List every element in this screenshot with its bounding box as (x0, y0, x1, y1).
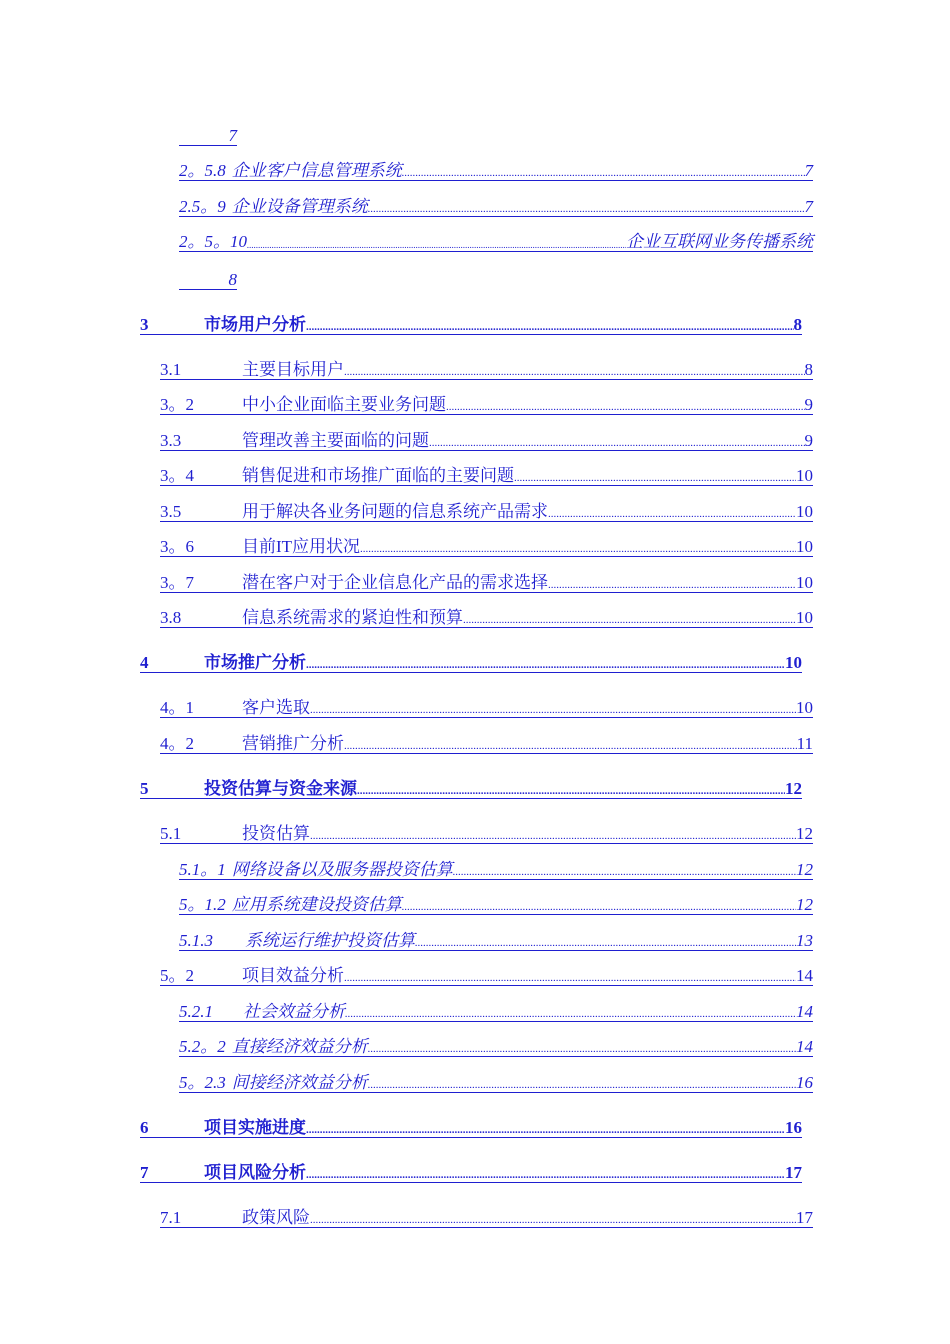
toc-leader-dots (368, 1074, 796, 1093)
toc-leader-dots (514, 467, 796, 486)
toc-entry-4[interactable] (140, 654, 802, 673)
toc-entry-title: 应用系统建设投资估算 (231, 895, 402, 914)
toc-entry-number: 5.1.3 (179, 932, 245, 951)
toc-entry-3-6[interactable] (160, 538, 813, 557)
toc-entry-number: 7 (140, 1164, 204, 1183)
toc-leader-dots (344, 361, 805, 380)
toc-entry-5-2-3[interactable] (179, 1074, 813, 1093)
toc-entry-3-5[interactable] (160, 503, 813, 522)
toc-page-number: 8 (179, 271, 237, 290)
toc-entry-title: 项目实施进度 (204, 1118, 306, 1137)
toc-page-number: 16 (796, 1073, 813, 1092)
toc-leader-dots (415, 932, 796, 951)
toc-entry-number: 7.1 (160, 1209, 242, 1228)
toc-leader-dots (310, 1209, 796, 1228)
toc-page-number: 12 (785, 779, 802, 798)
toc-leader-dots (344, 735, 797, 754)
toc-entry-4-2[interactable] (160, 735, 813, 754)
toc-entry-3-2[interactable] (160, 396, 813, 415)
toc-entry-title: 市场推广分析 (204, 653, 306, 672)
toc-entry-number: 2.5。9 (179, 198, 232, 217)
toc-entry-title: 中小企业面临主要业务问题 (242, 395, 446, 414)
toc-entry-3-4[interactable] (160, 467, 813, 486)
toc-entry-number: 5.1。1 (179, 861, 232, 880)
toc-entry-number: 3.5 (160, 503, 242, 522)
toc-entry-title: 系统运行维护投资估算 (245, 931, 415, 950)
toc-entry-number: 3。4 (160, 467, 242, 486)
toc-page-number: 7 (804, 197, 813, 216)
toc-leader-dots (463, 609, 796, 628)
toc-entry-title: 投资估算 (242, 824, 310, 843)
toc-page-number: 9 (804, 395, 813, 414)
toc-entry-title: 社会效益分析 (243, 1002, 345, 1021)
toc-entry-number: 5 (140, 780, 204, 799)
toc-entry-number: 3 (140, 316, 204, 335)
toc-leader-dots (345, 1003, 796, 1022)
toc-entry-6[interactable] (140, 1119, 802, 1138)
toc-leader-dots (360, 538, 796, 557)
toc-entry-2-5-10[interactable] (179, 233, 813, 252)
toc-entry-title: 用于解决各业务问题的信息系统产品需求 (242, 502, 548, 521)
toc-entry-number: 3.1 (160, 361, 242, 380)
toc-entry-3-3[interactable] (160, 432, 813, 451)
toc-entry-5-1-2[interactable] (179, 896, 813, 915)
toc-entry-number: 4 (140, 654, 204, 673)
toc-page-number: 10 (796, 466, 813, 485)
toc-entry-5-1-1[interactable] (179, 861, 813, 880)
toc-entry-5-1-3[interactable] (179, 932, 813, 951)
toc-page-number: 8 (793, 315, 802, 334)
toc-leader-dots (453, 861, 796, 880)
toc-entry-title: 投资估算与资金来源 (204, 779, 357, 798)
toc-entry-7[interactable] (140, 1164, 802, 1183)
toc-leader-dots (306, 654, 785, 673)
toc-entry-title: 信息系统需求的紧迫性和预算 (242, 608, 463, 627)
toc-entry-title: 企业互联网业务传播系统 (626, 232, 813, 251)
toc-leader-dots (310, 825, 796, 844)
toc-entry-title: 政策风险 (242, 1208, 310, 1227)
toc-entry-title: 网络设备以及服务器投资估算 (231, 860, 453, 879)
toc-entry-title: 营销推广分析 (242, 734, 344, 753)
toc-entry-title: 企业客户信息管理系统 (231, 161, 402, 180)
toc-entry-title: 项目效益分析 (242, 966, 344, 985)
toc-entry-5-1[interactable] (160, 825, 813, 844)
toc-entry-2-5-9[interactable] (179, 198, 813, 217)
toc-page-number: 10 (796, 502, 813, 521)
toc-page-number: 7 (179, 127, 237, 146)
toc-page-number: 14 (796, 1002, 813, 1021)
toc-leader-dots (429, 432, 805, 451)
toc-entry-4-1[interactable] (160, 699, 813, 718)
toc-entry-number: 6 (140, 1119, 204, 1138)
toc-entry-title: 企业设备管理系统 (231, 197, 368, 216)
toc-entry-title: 销售促进和市场推广面临的主要问题 (242, 466, 514, 485)
toc-entry-number: 5.2。2 (179, 1038, 232, 1057)
toc-entry-3[interactable] (140, 316, 802, 335)
toc-page-number: 17 (796, 1208, 813, 1227)
toc-entry-5-2[interactable] (160, 967, 813, 986)
toc-entry-number: 5.1 (160, 825, 242, 844)
toc-leader-dots (368, 198, 805, 217)
toc-page-number: 12 (796, 895, 813, 914)
toc-entry-7-1[interactable] (160, 1209, 813, 1228)
toc-leader-dots (306, 316, 794, 335)
toc-entry-title: 直接经济效益分析 (231, 1037, 368, 1056)
toc-entry-title: 潜在客户对于企业信息化产品的需求选择 (242, 573, 548, 592)
toc-page-number: 8 (804, 360, 813, 379)
toc-entry-title: 目前IT应用状况 (242, 537, 361, 556)
toc-page-number: 10 (796, 537, 813, 556)
toc-page-number: 10 (796, 698, 813, 717)
toc-leader-dots (247, 233, 626, 252)
toc-leader-dots (306, 1119, 785, 1138)
toc-page-number: 17 (785, 1163, 802, 1182)
toc-leader-dots (402, 162, 805, 181)
toc-entry-title: 管理改善主要面临的问题 (242, 431, 429, 450)
toc-entry-number: 4。2 (160, 735, 242, 754)
toc-leader-dots (402, 896, 796, 915)
toc-leader-dots (548, 574, 796, 593)
toc-entry-number: 3。2 (160, 396, 242, 415)
toc-page-number: 14 (796, 966, 813, 985)
toc-entry-number: 5。1.2 (179, 896, 232, 915)
toc-leader-dots (310, 699, 796, 718)
toc-leader-dots (446, 396, 805, 415)
toc-leader-dots (306, 1164, 785, 1183)
toc-entry-5-2-1[interactable] (179, 1003, 813, 1022)
toc-leader-dots (368, 1038, 796, 1057)
toc-page-number: 7 (804, 161, 813, 180)
toc-page-number: 12 (796, 824, 813, 843)
toc-page-number: 10 (796, 608, 813, 627)
toc-entry-number: 4。1 (160, 699, 242, 718)
toc-entry-3-1[interactable] (160, 361, 813, 380)
toc-entry-number: 3.3 (160, 432, 242, 451)
toc-entry-title: 客户选取 (242, 698, 310, 717)
toc-entry-number: 5。2.3 (179, 1074, 232, 1093)
toc-page-number: 13 (796, 931, 813, 950)
toc-continuation-page-8[interactable] (179, 271, 237, 290)
toc-page-number: 11 (796, 734, 813, 753)
toc-page-number: 16 (785, 1118, 802, 1137)
toc-entry-number: 3.8 (160, 609, 242, 628)
toc-entry-number: 2。5。10 (179, 232, 247, 251)
toc-entry-number: 3。7 (160, 574, 242, 593)
toc-entry-title: 市场用户分析 (204, 315, 306, 334)
toc-entry-5-2-2[interactable] (179, 1038, 813, 1057)
toc-leader-dots (344, 967, 796, 986)
toc-entry-title: 主要目标用户 (242, 360, 344, 379)
toc-entry-number: 5.2.1 (179, 1003, 243, 1022)
toc-page-number: 10 (785, 653, 802, 672)
toc-entry-number: 5。2 (160, 967, 242, 986)
toc-page-number: 14 (796, 1037, 813, 1056)
toc-page-number: 9 (804, 431, 813, 450)
toc-page-number: 12 (796, 860, 813, 879)
toc-entry-2-5-8[interactable] (179, 162, 813, 181)
toc-entry-title: 项目风险分析 (204, 1163, 306, 1182)
toc-entry-5[interactable] (140, 780, 802, 799)
toc-entry-title: 间接经济效益分析 (231, 1073, 368, 1092)
toc-entry-3-8[interactable] (160, 609, 813, 628)
toc-leader-dots (357, 780, 785, 799)
toc-page-number: 10 (796, 573, 813, 592)
toc-entry-number: 2。5.8 (179, 162, 232, 181)
toc-entry-3-7[interactable] (160, 574, 813, 593)
toc-entry-number: 3。6 (160, 538, 242, 557)
toc-continuation-page-7[interactable] (179, 127, 237, 146)
toc-leader-dots (548, 503, 796, 522)
